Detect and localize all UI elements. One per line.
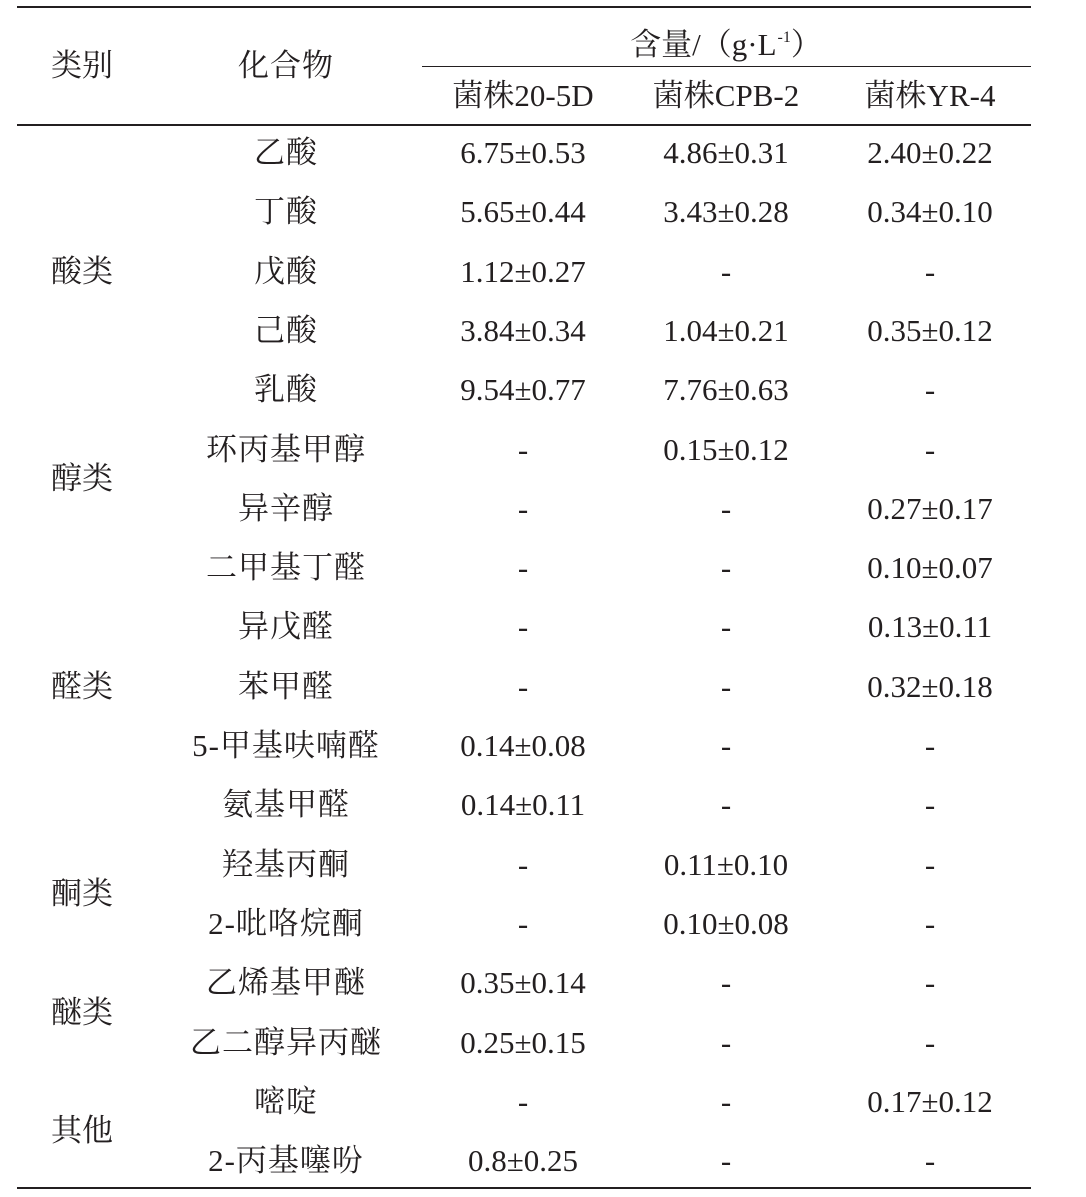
content-value: 0.32±0.18 xyxy=(867,668,993,704)
content-value: - xyxy=(517,550,529,586)
compound-name: 2-丙基噻吩 xyxy=(208,1143,364,1179)
content-value: - xyxy=(924,905,936,941)
compound-name: 己酸 xyxy=(254,312,318,348)
content-value: - xyxy=(924,372,936,408)
compound-name: 戊酸 xyxy=(254,253,318,289)
content-value: 0.14±0.08 xyxy=(460,728,586,763)
compound-content-table xyxy=(17,0,1031,1197)
header-compound: 化合物 xyxy=(238,48,334,83)
compound-name: 苯甲醛 xyxy=(238,668,334,704)
category-label: 醚类 xyxy=(51,994,113,1030)
content-value: - xyxy=(517,490,529,526)
content-value: - xyxy=(720,1024,732,1060)
content-value: 3.84±0.34 xyxy=(460,312,586,348)
header-bottom-rule xyxy=(17,124,1031,126)
bottom-rule xyxy=(17,1187,1031,1189)
content-value: - xyxy=(924,431,936,467)
category-label: 酸类 xyxy=(51,253,113,289)
content-value: 1.04±0.21 xyxy=(663,312,789,348)
content-value: - xyxy=(517,1083,529,1119)
compound-name: 二甲基丁醛 xyxy=(206,550,366,586)
content-value: 0.25±0.15 xyxy=(460,1024,586,1060)
header-category: 类别 xyxy=(51,48,113,83)
content-value: 5.65±0.44 xyxy=(460,194,586,230)
content-value: 1.12±0.27 xyxy=(460,253,586,289)
content-value: - xyxy=(924,1143,936,1179)
content-value: - xyxy=(924,728,936,763)
compound-name: 异辛醇 xyxy=(238,490,334,526)
content-value: - xyxy=(720,965,732,1001)
content-value: - xyxy=(720,668,732,704)
category-label: 醇类 xyxy=(51,461,113,497)
top-rule xyxy=(17,6,1031,8)
header-strain-yr-4: 菌株YR-4 xyxy=(864,78,996,113)
content-value: - xyxy=(720,490,732,526)
compound-name: 丁酸 xyxy=(254,194,318,230)
content-value: 6.75±0.53 xyxy=(460,135,586,170)
content-value: 0.34±0.10 xyxy=(867,194,993,230)
content-value: 0.35±0.14 xyxy=(460,965,586,1001)
category-label: 酮类 xyxy=(51,876,113,912)
content-value: - xyxy=(720,253,732,289)
content-value: 0.11±0.10 xyxy=(663,846,789,882)
content-value: - xyxy=(720,787,732,823)
content-value: 0.35±0.12 xyxy=(867,312,993,348)
content-value: - xyxy=(924,253,936,289)
compound-name: 环丙基甲醇 xyxy=(206,431,366,467)
content-value: - xyxy=(517,905,529,941)
header-content-sup: -1 xyxy=(777,29,791,46)
header-content-close: ） xyxy=(790,27,822,62)
content-value: - xyxy=(720,1143,732,1179)
content-value: 7.76±0.63 xyxy=(663,372,789,408)
compound-name: 5-甲基呋喃醛 xyxy=(192,728,380,763)
compound-name: 氨基甲醛 xyxy=(222,787,350,823)
content-value: 3.43±0.28 xyxy=(663,194,789,230)
content-value: - xyxy=(720,728,732,763)
content-value: - xyxy=(924,1024,936,1060)
content-value: - xyxy=(517,431,529,467)
content-value: 4.86±0.31 xyxy=(663,135,789,170)
content-value: - xyxy=(517,668,529,704)
header-content xyxy=(630,18,822,62)
content-value: 0.10±0.08 xyxy=(663,905,789,941)
content-value: 0.10±0.07 xyxy=(867,550,993,586)
category-label: 其他 xyxy=(51,1113,113,1149)
content-value: 2.40±0.22 xyxy=(867,135,993,170)
content-value: - xyxy=(924,846,936,882)
content-value: 0.27±0.17 xyxy=(867,490,993,526)
header-content-label: 含量/（g·L xyxy=(630,27,777,62)
compound-name: 乙烯基甲醚 xyxy=(206,965,366,1001)
content-value: - xyxy=(720,1083,732,1119)
content-value: - xyxy=(517,609,529,645)
content-value: 0.15±0.12 xyxy=(663,431,789,467)
header-strain-cpb-2: 菌株CPB-2 xyxy=(652,78,800,113)
compound-name: 2-吡咯烷酮 xyxy=(208,905,364,941)
content-value: - xyxy=(517,846,529,882)
content-value: 0.13±0.11 xyxy=(867,609,993,645)
content-value: - xyxy=(924,965,936,1001)
header-sub-rule xyxy=(422,66,1031,67)
compound-name: 乙酸 xyxy=(254,135,318,170)
content-value: 0.14±0.11 xyxy=(460,787,586,823)
content-value: 9.54±0.77 xyxy=(460,372,586,408)
content-value: - xyxy=(720,609,732,645)
compound-name: 乳酸 xyxy=(254,372,318,408)
content-value: 0.8±0.25 xyxy=(467,1143,579,1179)
category-label: 醛类 xyxy=(51,668,113,704)
content-value: 0.17±0.12 xyxy=(867,1083,993,1119)
compound-name: 嘧啶 xyxy=(254,1083,318,1119)
header-strain-20-5d: 菌株20-5D xyxy=(452,78,594,113)
compound-name: 异戊醛 xyxy=(238,609,334,645)
content-value: - xyxy=(720,550,732,586)
content-value: - xyxy=(924,787,936,823)
compound-name: 乙二醇异丙醚 xyxy=(190,1024,382,1060)
compound-name: 羟基丙酮 xyxy=(222,846,350,882)
